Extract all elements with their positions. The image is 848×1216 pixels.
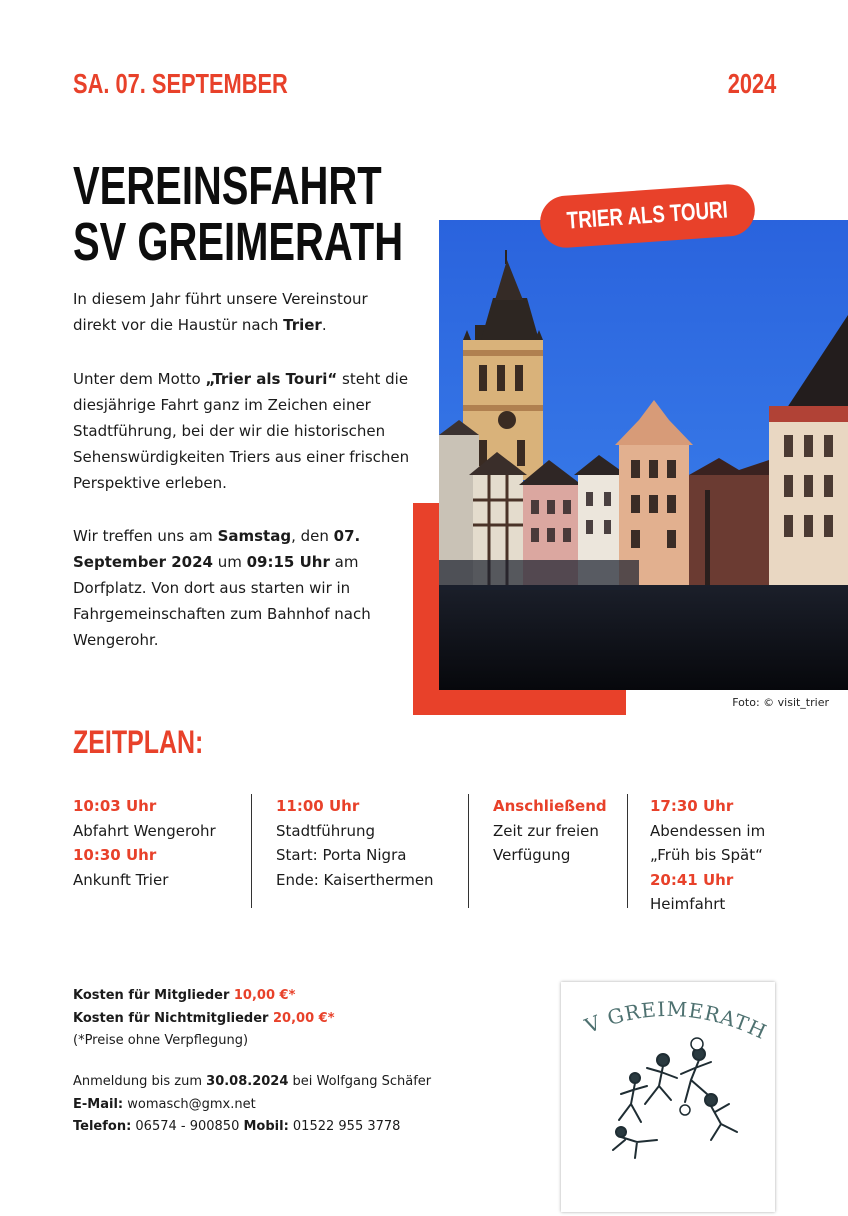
schedule-item: Abendessen im <box>650 821 766 840</box>
schedule-item: „Früh bis Spät“ <box>650 846 763 864</box>
schedule-item: Heimfahrt <box>650 895 726 913</box>
text: , den <box>291 527 334 545</box>
email-address: womasch@gmx.net <box>123 1096 256 1112</box>
logo-text: V GREIMERATH <box>581 996 771 1045</box>
schedule-time: 10:30 Uhr <box>73 846 157 864</box>
schedule-item: Abfahrt Wengerohr <box>73 821 216 840</box>
schedule-item: Start: Porta Nigra <box>276 846 407 864</box>
meeting-date: 07. September 2024 <box>73 527 361 571</box>
schedule-item: Ende: Kaiserthermen <box>276 870 434 889</box>
schedule-item: Stadtführung <box>276 821 375 840</box>
event-date: SA. 07. SEPTEMBER <box>73 68 288 99</box>
column-divider <box>468 794 469 908</box>
trier-market-photo <box>439 220 848 690</box>
text: bei Wolfgang Schäfer <box>288 1074 432 1089</box>
price: 10,00 €* <box>233 988 296 1003</box>
schedule-time: 17:30 Uhr <box>650 797 734 815</box>
label: Kosten für Nichtmitglieder <box>73 1010 273 1026</box>
label: Mobil: <box>243 1119 289 1134</box>
motto-badge-text: TRIER ALS TOURI <box>566 196 729 235</box>
schedule-time: 20:41 Uhr <box>650 870 734 889</box>
text: steht die diesjährige Fahrt ganz im Zeichen einer Stadtführung, bei der wir die historischen Sehenswürdigkeiten Triers aus einer frischen Perspektive erleben. <box>73 370 410 492</box>
photo-credit: Foto: © visit_trier <box>732 696 829 709</box>
mobile-number: 01522 955 3778 <box>288 1119 401 1134</box>
text: Wir treffen uns am <box>73 527 218 545</box>
schedule-item: Ankunft Trier <box>73 870 169 889</box>
schedule-column-2 <box>276 794 434 892</box>
column-divider <box>251 794 252 908</box>
schedule-item: Zeit zur freien <box>493 821 599 840</box>
schedule-time: Anschließend <box>493 797 607 815</box>
schedule-item: Verfügung <box>493 846 571 864</box>
nonmember-cost <box>73 1008 335 1031</box>
text: um <box>212 553 247 571</box>
svg-text:SV GREIMERATH <box>561 982 771 1044</box>
column-divider <box>627 794 628 908</box>
title-line-2: SV GREIMERATH <box>73 212 404 272</box>
member-cost <box>73 985 335 1008</box>
registration-line <box>73 1071 431 1094</box>
club-logo <box>561 982 775 1212</box>
meeting-day: Samstag <box>217 527 292 545</box>
contact-block <box>73 1071 431 1139</box>
phone-line <box>73 1116 431 1139</box>
text: am Dorfplatz. Von dort aus starten wir in Fahrgemeinschaften zum Bahnhof nach Wengerohr. <box>73 553 371 649</box>
page-title <box>73 158 403 270</box>
schedule-column-3 <box>493 794 607 868</box>
schedule-column-4 <box>650 794 765 917</box>
text: Unter dem Motto <box>73 370 206 388</box>
destination: Trier <box>283 316 322 334</box>
label: Telefon: <box>73 1119 132 1134</box>
price: 20,00 €* <box>273 1010 335 1026</box>
text: Anmeldung bis zum <box>73 1074 207 1089</box>
meeting-time: 09:15 Uhr <box>246 553 330 571</box>
email-line <box>73 1094 431 1117</box>
label: E-Mail: <box>73 1096 124 1112</box>
costs-block <box>73 985 335 1053</box>
text: . <box>321 316 327 334</box>
title-line-1: VEREINSFAHRT <box>73 156 382 216</box>
phone-number: 06574 - 900850 <box>131 1119 244 1134</box>
intro-paragraph-3 <box>73 523 413 653</box>
schedule-time: 11:00 Uhr <box>276 797 360 815</box>
deadline: 30.08.2024 <box>206 1074 289 1089</box>
schedule-heading: ZEITPLAN: <box>73 724 204 760</box>
motto: „Trier als Touri“ <box>205 370 338 388</box>
schedule-column-1 <box>73 794 216 892</box>
intro-paragraph-2 <box>73 366 413 496</box>
schedule-time: 10:03 Uhr <box>73 797 157 815</box>
text: In diesem Jahr führt unsere Vereinstour direkt vor die Haustür nach <box>73 290 368 334</box>
event-year: 2024 <box>727 68 776 99</box>
intro-paragraph-1 <box>73 286 413 338</box>
label: Kosten für Mitglieder <box>73 988 234 1003</box>
price-note: (*Preise ohne Verpflegung) <box>73 1033 249 1048</box>
